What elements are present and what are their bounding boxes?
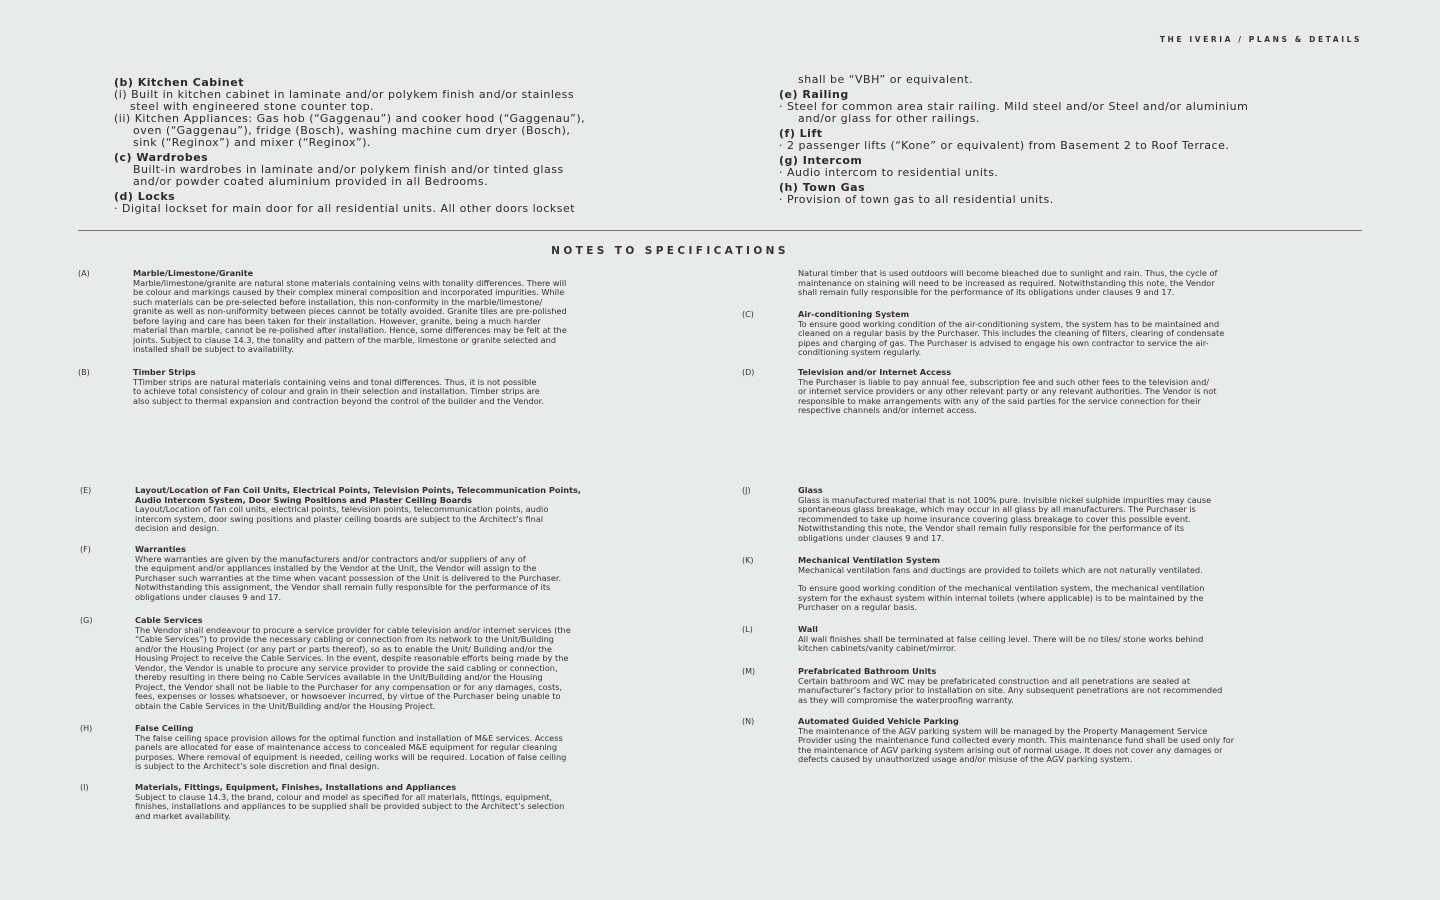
specifications-left-column xyxy=(114,74,714,215)
note-text-line: To ensure good working condition of the mechanical ventilation system, the mechanical ventilation xyxy=(798,583,1205,593)
note-text-line: decision and design. xyxy=(135,523,220,533)
note-text-line: obligations under clauses 9 and 17. xyxy=(798,532,945,543)
note-body xyxy=(798,556,1204,613)
note-title: Layout/Location of Fan Coil Units, Electrical Points, Television Points, Telecommunication Points, xyxy=(135,485,582,495)
note-text-line: Natural timber that is used outdoors will become bleached due to sunlight and rain. Thus, the cycle of xyxy=(798,268,1218,278)
note-label: (K) xyxy=(742,556,754,565)
note-text-line: respective channels and/or internet access. xyxy=(798,405,977,415)
note-label: (B) xyxy=(78,368,90,377)
note-text-line: responsible to make arrangements with any of the said parties for the service connection for their xyxy=(798,395,1201,406)
note-text-line: All wall finishes shall be terminated at false ceiling level. There will be no tiles/ stone works behind xyxy=(798,633,1204,644)
note-body xyxy=(798,269,1217,298)
note-text-line: Housing Project to receive the Cable Services. In the event, despite reasonable efforts being made by the xyxy=(135,653,569,663)
note-title: Audio Intercom System, Door Swing Positions and Plaster Ceiling Boards xyxy=(135,494,472,505)
note-text-line: such materials can be pre-selected before installation, this non-conformity in the marble/limestone/ xyxy=(133,296,543,307)
note-text-line: obligations under clauses 9 and 17. xyxy=(135,591,282,602)
note-text-line: Layout/Location of fan coil units, electrical points, television points, telecommunication points, audio xyxy=(135,504,549,514)
note-text-line: The Vendor shall endeavour to procure a service provider for cable television and/or internet services (the xyxy=(135,624,571,635)
spec-line: (i) Built in kitchen cabinet in laminate and/or polykem finish and/or stainless xyxy=(114,88,575,101)
note-text-line: spontaneous glass breakage, which may occur in all glass by all manufacturers. The Purchaser is xyxy=(798,504,1196,514)
note-label: (N) xyxy=(742,717,755,726)
spec-heading: (d) Locks xyxy=(114,190,176,203)
note-text-line: thereby resulting in there being no Cable Services available in the Unit/Building and/or the Housing xyxy=(135,672,543,682)
note-text-line: the maintenance of AGV parking system arising out of normal usage. It does not cover any damages or xyxy=(798,744,1223,755)
note-text-line: Purchaser on a regular basis. xyxy=(798,602,918,612)
note-title: Materials, Fittings, Equipment, Finishes, Installations and Appliances xyxy=(135,782,457,792)
spec-line: and/or powder coated aluminium provided in all Bedrooms. xyxy=(133,175,489,188)
note-text-line: Subject to clause 14.3, the brand, colour and model as specified for all materials, fittings, equipment, xyxy=(135,791,553,802)
note-title: Warranties xyxy=(135,544,186,554)
note-title: False Ceiling xyxy=(135,723,194,733)
note-body xyxy=(798,667,1222,705)
note-title: Timber Strips xyxy=(133,367,196,377)
note-text-line: system for the exhaust system within internal toilets (where applicable) is to be maintained by the xyxy=(798,592,1204,603)
note-label: (C) xyxy=(742,310,754,319)
note-text-line: or internet service providers or any other relevant party or any relevant authorities. The Vendor is not xyxy=(798,386,1217,396)
note-text-line: Purchaser such warranties at the time when vacant possession of the Unit is delivered to the Purchaser. xyxy=(135,572,562,583)
note-text-line: granite as well as non-uniformity between pieces cannot be totally avoided. Granite tiles are pre-polished xyxy=(133,306,567,316)
note-text-line: before laying and care has been taken for their installation. However, granite, being a much harder xyxy=(133,315,541,326)
note-text-line: joints. Subject to clause 14.3, the tonality and pattern of the marble, limestone or granite selected and xyxy=(133,334,557,345)
note-text-line: purposes. Where removal of equipment is needed, ceiling works will be required. Location of false ceiling xyxy=(135,751,567,762)
spec-line: and/or glass for other railings. xyxy=(798,112,980,125)
note-text-line: The maintenance of the AGV parking system will be managed by the Property Management Service xyxy=(798,725,1208,736)
note-text-line: recommended to take up home insurance covering glass breakage to cover this possible event. xyxy=(798,513,1191,524)
note-text-line: Marble/limestone/granite are natural stone materials containing veins with tonality differences. There will xyxy=(133,277,567,288)
note-text-line: and/or the Housing Project (or any part or parts thereof), so as to enable the Unit/ Building and/or the xyxy=(135,643,552,654)
note-text-line: “Cable Services”) to provide the necessary cabling or connection from its network to the Unit/Building xyxy=(135,634,555,644)
note-body xyxy=(798,486,1211,543)
note-text-line: the equipment and/or appliances installed by the Vendor at the Unit, the Vendor will assign to the xyxy=(135,563,537,573)
spec-line: · Digital lockset for main door for all residential units. All other doors lockset xyxy=(114,202,576,215)
note-title: Glass xyxy=(798,485,823,495)
spec-heading: (e) Railing xyxy=(779,88,849,101)
spec-heading: (h) Town Gas xyxy=(779,181,866,194)
spec-line: · Provision of town gas to all residential units. xyxy=(779,193,1054,206)
note-text-line: material than marble, cannot be re-polished after installation. Hence, some differences may be felt at the xyxy=(133,325,567,335)
note-title: Cable Services xyxy=(135,615,203,625)
spec-line: Built-in wardrobes in laminate and/or polykem finish and/or tinted glass xyxy=(133,163,564,176)
note-title: Air-conditioning System xyxy=(798,309,910,319)
note-text-line: Project, the Vendor shall not be liable to the Purchaser for any compensation or for any damages, costs, xyxy=(135,681,563,692)
note-title: Prefabricated Bathroom Units xyxy=(798,666,937,676)
note-title: Mechanical Ventilation System xyxy=(798,555,941,565)
note-text-line: Notwithstanding this assignment, the Vendor shall remain fully responsible for the performance of its xyxy=(135,582,551,592)
note-body xyxy=(135,545,561,602)
note-label: (J) xyxy=(742,486,751,495)
note-text-line: Vendor, the Vendor is unable to procure any service provider to provide the said cabling or connection, xyxy=(135,662,558,673)
note-label: (E) xyxy=(80,486,92,495)
note-text-line: kitchen cabinets/vanity cabinet/mirror. xyxy=(798,643,957,653)
note-text-line: Notwithstanding this note, the Vendor shall remain fully responsible for the performance of its xyxy=(798,523,1185,533)
spec-heading: (c) Wardrobes xyxy=(114,151,209,164)
note-text-line: shall remain fully responsible for the performance of its obligations under clauses 9 and 17. xyxy=(798,287,1175,297)
note-text-line: To ensure good working condition of the air-conditioning system, the system has to be maintained and xyxy=(798,318,1220,329)
spec-line: · Steel for common area stair railing. Mild steel and/or Steel and/or aluminium xyxy=(779,100,1249,113)
note-label: (G) xyxy=(80,616,93,625)
spec-heading: (b) Kitchen Cabinet xyxy=(114,76,244,89)
note-label: (D) xyxy=(742,368,755,377)
note-text-line: and market availability. xyxy=(135,810,231,821)
note-body xyxy=(798,625,1203,654)
running-head: THE IVERIA / PLANS & DETAILS xyxy=(1159,35,1362,44)
note-body xyxy=(798,717,1234,765)
note-body xyxy=(798,310,1224,358)
note-label: (L) xyxy=(742,625,753,634)
note-text-line: conditioning system regularly. xyxy=(798,347,922,357)
spec-line: oven (“Gaggenau”), fridge (Bosch), washing machine cum dryer (Bosch), xyxy=(133,124,571,137)
note-label: (F) xyxy=(80,545,91,554)
note-text-line: Glass is manufactured material that is not 100% pure. Invisible nickel sulphide impurities may cause xyxy=(798,494,1212,505)
note-label: (A) xyxy=(78,269,90,278)
note-text-line: obtain the Cable Services in the Unit/Building and/or the Housing Project. xyxy=(135,700,436,711)
note-text-line: cleaned on a regular basis by the Purchaser. This includes the cleaning of filters, clearing of condensate xyxy=(798,328,1225,338)
note-text-line: The Purchaser is liable to pay annual fee, subscription fee and such other fees to the television and/ xyxy=(798,376,1210,387)
note-text-line: manufacturer’s factory prior to installation on site. Any subsequent penetrations are not recommended xyxy=(798,685,1223,695)
note-text-line: installed shall be subject to availability. xyxy=(133,344,294,354)
spec-line: (ii) Kitchen Appliances: Gas hob (“Gaggenau”) and cooker hood (“Gaggenau”), xyxy=(114,112,586,125)
notes-title: NOTES TO SPECIFICATIONS xyxy=(551,245,789,257)
note-title: Automated Guided Vehicle Parking xyxy=(798,716,959,726)
note-body xyxy=(133,269,567,355)
note-text-line: maintenance on staining will need to be increased as required. Notwithstanding this note, the Vendor xyxy=(798,277,1215,288)
note-body xyxy=(133,368,544,406)
note-text-line: Certain bathroom and WC may be prefabricated construction and all penetrations are sealed at xyxy=(798,675,1191,686)
spec-line: sink (“Reginox”) and mixer (“Reginox”). xyxy=(133,136,371,149)
note-body xyxy=(135,783,564,821)
note-text-line: is subject to the Architect’s sole discretion and final design. xyxy=(135,761,380,771)
note-label: (M) xyxy=(742,667,756,676)
note-text-line: fees, expenses or losses whatsoever, or howsoever incurred, by virtue of the Purchaser being unable to xyxy=(135,691,561,701)
note-text-line: Where warranties are given by the manufacturers and/or contractors and/or suppliers of any of xyxy=(135,553,526,564)
spec-line: shall be “VBH” or equivalent. xyxy=(798,73,974,86)
note-text-line: TTimber strips are natural materials containing veins and tonal differences. Thus, it is not possible xyxy=(133,376,537,387)
note-text-line: also subject to thermal expansion and contraction beyond the control of the builder and the Vendor. xyxy=(133,395,544,406)
note-title: Wall xyxy=(798,624,818,634)
note-body xyxy=(798,368,1217,416)
note-body xyxy=(135,616,571,711)
note-text-line: as they will compromise the waterproofing warranty. xyxy=(798,694,1014,705)
note-text-line: defects caused by unauthorized usage and/or misuse of the AGV parking system. xyxy=(798,754,1133,764)
note-text-line: Mechanical ventilation fans and ductings are provided to toilets which are not naturally ventilated. xyxy=(798,564,1203,575)
note-title: Marble/Limestone/Granite xyxy=(133,268,254,278)
spec-line: · 2 passenger lifts (“Kone” or equivalent) from Basement 2 to Roof Terrace. xyxy=(779,139,1230,152)
note-text-line: The false ceiling space provision allows for the optimal function and installation of M&E services. Access xyxy=(135,732,563,743)
note-label: (H) xyxy=(80,724,93,733)
spec-line: steel with engineered stone counter top. xyxy=(130,100,375,113)
note-body xyxy=(135,486,581,534)
note-text-line: be colour and markings caused by their complex mineral composition and incorporated impurities. While xyxy=(133,287,565,297)
note-body xyxy=(135,724,566,772)
specifications-right-column xyxy=(779,74,1369,206)
note-text-line: pipes and charging of gas. The Purchaser is advised to engage his own contractor to service the air- xyxy=(798,337,1209,348)
note-title: Television and/or Internet Access xyxy=(798,367,952,377)
note-text-line: to achieve total consistency of colour and grain in their selection and installation. Timber strips are xyxy=(133,386,540,396)
note-label: (I) xyxy=(80,783,89,792)
section-divider xyxy=(78,230,1362,231)
note-text-line: intercom system, door swing positions and plaster ceiling boards are subject to the Architect’s final xyxy=(135,513,544,524)
note-text-line: Provider using the maintenance fund collected every month. This maintenance fund shall be used only for xyxy=(798,735,1235,745)
spec-line: · Audio intercom to residential units. xyxy=(779,166,999,179)
spec-heading: (g) Intercom xyxy=(779,154,863,167)
spec-heading: (f) Lift xyxy=(779,127,823,140)
note-text-line: finishes, installations and appliances to be supplied shall be provided subject to the Architect’s selection xyxy=(135,801,565,811)
note-text-line: panels are allocated for ease of maintenance access to concealed M&E equipment for regular cleaning xyxy=(135,742,558,752)
